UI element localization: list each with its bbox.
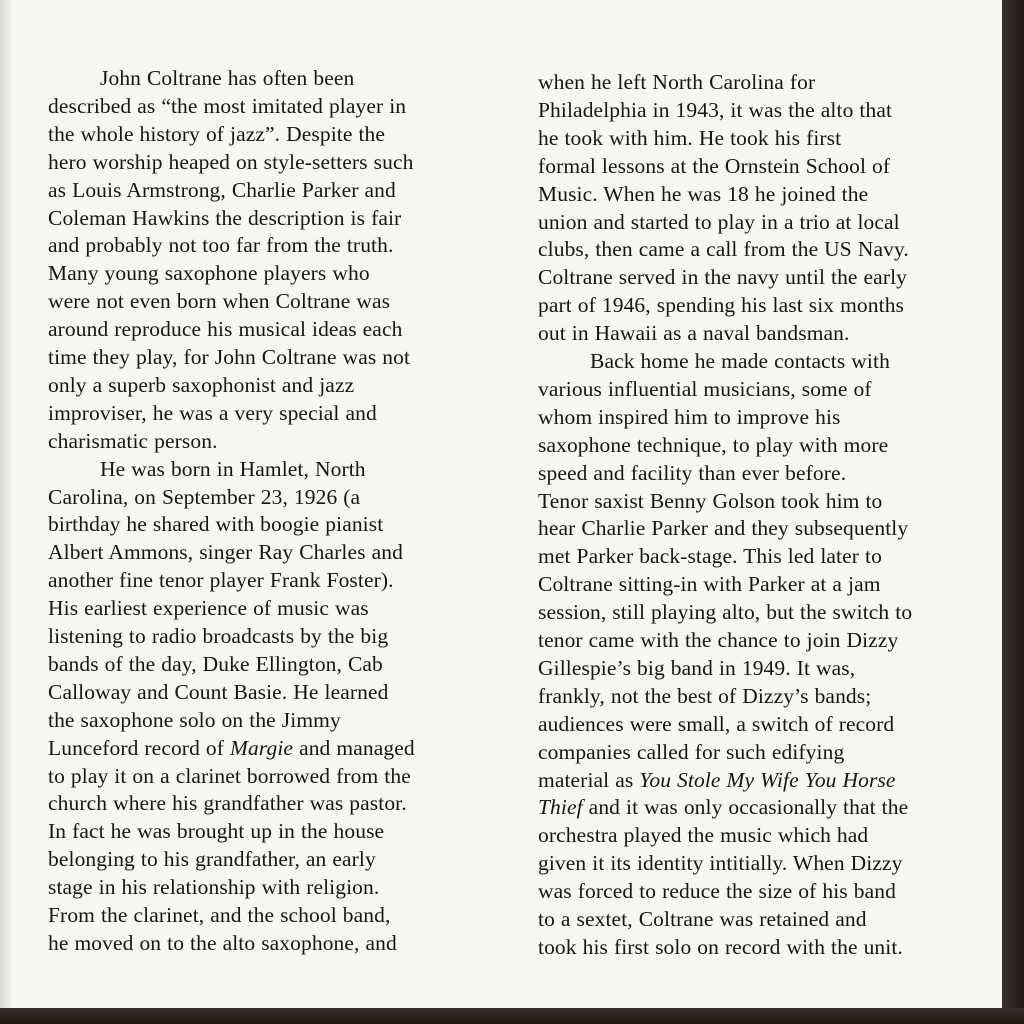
text-segment: as Louis Armstrong, Charlie Parker and (48, 177, 396, 202)
text-line (48, 706, 341, 734)
text-segment: around reproduce his musical ideas each (48, 317, 403, 342)
text-line (538, 319, 850, 347)
text-line (48, 650, 383, 678)
text-line (538, 626, 898, 654)
text-segment: Calloway and Count Basie. He learned (48, 679, 389, 704)
italic-title: You Stole My Wife You Horse (639, 767, 896, 792)
text-line (48, 538, 403, 566)
text-line (48, 817, 384, 845)
text-line (48, 92, 406, 120)
text-line (48, 622, 388, 650)
text-segment: orchestra played the music which had (538, 823, 869, 848)
text-line (48, 371, 354, 399)
text-line (538, 124, 841, 152)
text-segment: formal lessons at the Ornstein School of (538, 153, 891, 178)
text-line (538, 905, 867, 933)
text-segment: In fact he was brought up in the house (48, 819, 385, 844)
text-line (538, 877, 896, 905)
text-segment: session, still playing alto, but the switch to (538, 600, 913, 625)
text-line (48, 762, 411, 790)
text-segment: hear Charlie Parker and they subsequently (538, 516, 909, 541)
text-line (538, 570, 881, 598)
text-segment: church where his grandfather was pastor. (48, 791, 407, 816)
text-segment: frankly, not the best of Dizzy’s bands; (538, 683, 872, 708)
text-segment: Philadelphia in 1943, it was the alto that (538, 97, 893, 122)
text-line (538, 793, 908, 821)
text-line (538, 654, 855, 682)
text-segment: another fine tenor player Frank Foster). (48, 568, 394, 593)
text-line (48, 399, 377, 427)
text-line (48, 455, 366, 483)
text-segment: the saxophone solo on the Jimmy (48, 707, 341, 732)
text-segment: saxophone technique, to play with more (538, 432, 889, 457)
text-segment: Coltrane sitting-in with Parker at a jam (538, 572, 881, 597)
text-segment: out in Hawaii as a naval bandsman. (538, 321, 850, 346)
text-line (48, 287, 390, 315)
text-line (538, 347, 890, 375)
text-segment: he moved on to the alto saxophone, and (48, 930, 397, 955)
text-line (538, 821, 868, 849)
text-line (48, 594, 369, 622)
text-segment: tenor came with the chance to join Dizzy (538, 628, 899, 652)
text-segment: listening to radio broadcasts by the big (48, 624, 389, 648)
text-line (48, 483, 360, 511)
text-segment: birthday he shared with boogie pianist (48, 512, 384, 537)
text-segment: stage in his relationship with religion. (48, 875, 380, 900)
text-line (538, 180, 868, 208)
text-line (538, 459, 846, 487)
text-line (538, 738, 844, 766)
text-segment: Many young saxophone players who (48, 261, 370, 286)
text-segment: described as “the most imitated player in (48, 93, 407, 118)
text-segment: audiences were small, a switch of record (538, 711, 895, 736)
text-segment: whom inspired him to improve his (538, 404, 841, 429)
text-line (538, 68, 815, 96)
text-line (48, 789, 407, 817)
text-segment: was forced to reduce the size of his band (538, 879, 896, 904)
text-line (48, 873, 379, 901)
text-line (48, 427, 218, 455)
text-line (48, 678, 388, 706)
text-segment: he took with him. He took his first (538, 125, 842, 150)
text-line (538, 96, 892, 124)
text-segment: met Parker back-stage. This led later to (538, 544, 882, 569)
text-line (48, 566, 394, 594)
text-segment: Music. When he was 18 he joined the (538, 181, 869, 206)
text-segment: material as (538, 767, 640, 792)
text-line (48, 510, 383, 538)
text-line (538, 235, 909, 263)
text-line (48, 901, 390, 929)
text-segment: belonging to his grandfather, an early (48, 847, 376, 872)
text-segment: Gillespie’s big band in 1949. It was, (538, 655, 856, 680)
text-segment: to a sextet, Coltrane was retained and (538, 907, 867, 931)
text-line (538, 598, 912, 626)
text-segment: and it was only occasionally that the (582, 795, 909, 820)
text-line (538, 766, 896, 794)
text-segment: the whole history of jazz”. Despite the (48, 121, 386, 146)
text-segment: He was born in Hamlet, North (100, 456, 366, 481)
text-line (538, 514, 908, 542)
text-line (48, 204, 401, 232)
text-line (538, 208, 900, 236)
text-line (48, 148, 413, 176)
text-segment: clubs, then came a call from the US Navy. (538, 237, 909, 262)
text-segment: companies called for such edifying (538, 739, 845, 764)
text-line (48, 176, 396, 204)
text-segment: given it its identity intitially. When Dizzy (538, 851, 903, 876)
dark-background-edge-bottom (0, 1008, 1024, 1024)
text-line (538, 291, 904, 319)
text-segment: union and started to play in a trio at local (538, 209, 900, 234)
text-line (538, 487, 882, 515)
text-line (538, 849, 902, 877)
text-segment: charismatic person. (48, 428, 218, 453)
text-segment: took his first solo on record with the unit. (538, 934, 903, 959)
text-segment: John Coltrane has often been (100, 66, 355, 90)
text-line (48, 231, 393, 259)
booklet-spine (0, 0, 14, 1008)
text-segment: Coltrane served in the navy until the early (538, 265, 908, 290)
text-line (538, 710, 894, 738)
text-line (48, 343, 410, 371)
text-segment: From the clarinet, and the school band, (48, 903, 391, 927)
text-line (48, 315, 402, 343)
text-segment: part of 1946, spending his last six months (538, 293, 905, 318)
text-line (48, 734, 415, 762)
text-line (48, 64, 354, 92)
text-line (538, 933, 903, 961)
text-segment: Carolina, on September 23, 1926 (a (48, 484, 361, 509)
text-segment: Coleman Hawkins the description is fair (48, 205, 402, 230)
text-line (538, 542, 882, 570)
text-segment: time they play, for John Coltrane was not (48, 345, 411, 369)
text-line (48, 845, 376, 873)
text-segment: were not even born when Coltrane was (48, 289, 391, 314)
text-segment: Tenor saxist Benny Golson took him to (538, 488, 883, 513)
text-segment: only a superb saxophonist and jazz (48, 372, 355, 397)
text-segment: various influential musicians, some of (538, 376, 872, 401)
italic-title: Thief (538, 795, 583, 820)
text-segment: improviser, he was a very special and (48, 400, 377, 425)
text-segment: and managed (293, 735, 415, 760)
italic-title: Margie (229, 735, 294, 760)
text-line (538, 152, 890, 180)
text-line (48, 259, 370, 287)
text-segment: to play it on a clarinet borrowed from the (48, 763, 411, 788)
text-segment: when he left North Carolina for (538, 70, 816, 94)
text-segment: His earliest experience of music was (48, 596, 369, 621)
text-segment: bands of the day, Duke Ellington, Cab (48, 651, 383, 676)
text-line (538, 263, 907, 291)
text-segment: Lunceford record of (48, 735, 230, 760)
text-segment: Back home he made contacts with (590, 349, 890, 373)
text-line (538, 682, 871, 710)
text-line (48, 120, 385, 148)
text-segment: speed and facility than ever before. (538, 460, 847, 485)
dark-background-edge (1002, 0, 1024, 1024)
text-line (538, 431, 888, 459)
text-line (48, 929, 397, 957)
text-segment: and probably not too far from the truth. (48, 233, 394, 258)
text-line (538, 403, 841, 431)
text-segment: Albert Ammons, singer Ray Charles and (48, 540, 403, 565)
text-line (538, 375, 872, 403)
text-segment: hero worship heaped on style-setters such (48, 149, 414, 174)
